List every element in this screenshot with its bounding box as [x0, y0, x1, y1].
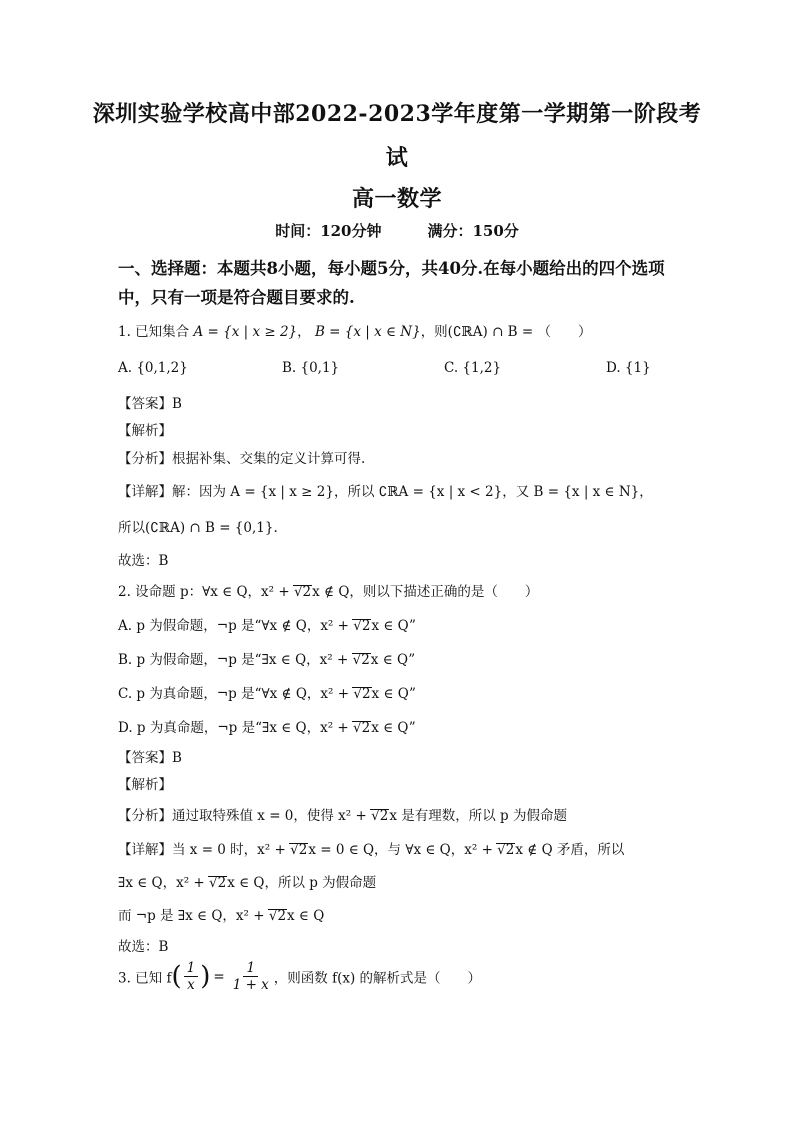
q2-option-c [118, 682, 416, 702]
q2-option-d-sqrt: √2 [353, 720, 371, 736]
q2-detail3-sqrt: √2 [268, 908, 287, 924]
q2-option-a-prefix: A. p 为假命题，¬p 是“∀x ∉ Q，x² + [118, 618, 354, 634]
q2-fenxi-sqrt: √2 [371, 808, 389, 824]
q1-ask: ，则(∁ℝA) ∩ B = （ ） [420, 324, 592, 340]
q3-stem-suffix: ，则函数 f(x) 的解析式是（ ） [273, 970, 482, 987]
q3-equals: = [213, 968, 225, 985]
q2-detail1-mid: x = 0 ∈ Q，与 ∀x ∈ Q，x² + [308, 842, 498, 858]
q2-detail2-suffix: x ∈ Q，所以 p 为假命题 [227, 875, 377, 891]
q2-stem-sqrt-arg: 2 [302, 584, 312, 600]
q2-answer: 【答案】B [118, 750, 182, 766]
q2-option-d-sqrt-arg: 2 [361, 720, 371, 736]
q2-option-b [118, 648, 415, 668]
q3-frac-right [230, 960, 272, 993]
q2-option-c-sqrt-arg: 2 [361, 686, 371, 702]
q2-detail-line3 [118, 904, 324, 924]
q2-fenxi-suffix: x 是有理数，所以 p 为假命题 [389, 808, 567, 824]
q2-fenxi [118, 804, 567, 824]
section-heading-line2: 中，只有一项是符合题目要求的. [118, 288, 355, 307]
q2-option-d [118, 716, 416, 736]
q2-detail1-sqrt-a-arg: 2 [298, 842, 308, 858]
q2-stem [118, 580, 538, 600]
q2-detail-line1 [118, 838, 624, 858]
q2-option-a-sqrt-arg: 2 [361, 618, 371, 634]
q2-stem-suffix: x ∉ Q，则以下描述正确的是（ ） [312, 584, 539, 600]
q3-stem-prefix: 3. 已知 f [118, 970, 172, 987]
exam-score: 满分：150分 [427, 222, 519, 240]
q2-option-b-sqrt: √2 [352, 652, 370, 668]
q1-option-a: A. {0,1,2} [118, 360, 188, 376]
q1-set-b: B = {x | x ∈ N} [314, 324, 421, 340]
q1-analysis-label: 【解析】 [118, 423, 172, 439]
q3-right-paren: ) [200, 961, 211, 992]
q2-detail2-prefix: ∃x ∈ Q，x² + [118, 875, 209, 891]
q3-stem [118, 960, 481, 993]
q2-option-c-suffix: x ∈ Q” [371, 686, 416, 702]
q2-detail3-sqrt-arg: 2 [277, 908, 287, 924]
q2-analysis-label: 【解析】 [118, 777, 172, 793]
q2-option-a-sqrt: √2 [353, 618, 371, 634]
q1-set-a: A = {x | x ≥ 2} [193, 324, 298, 340]
exam-subtitle: 高一数学 [351, 186, 442, 212]
q2-detail1-sqrt-a: √2 [290, 842, 308, 858]
q2-option-c-sqrt: √2 [353, 686, 371, 702]
q2-detail-line2 [118, 871, 376, 891]
q2-detail2-sqrt-arg: 2 [217, 875, 227, 891]
q2-fenxi-prefix: 【分析】通过取特殊值 x = 0，使得 x² + [118, 808, 372, 824]
exam-title-line1: 深圳实验学校高中部2022-2023学年度第一学期第一阶段考 [92, 101, 702, 127]
q2-option-b-prefix: B. p 为假命题，¬p 是“∃x ∈ Q，x² + [118, 652, 353, 668]
q2-detail3-prefix: 而 ¬p 是 ∃x ∈ Q，x² + [118, 908, 269, 924]
q1-stem: 1. 已知集合 A = {x | x ≥ 2}， B = {x | x ∈ N}，则(∁ℝA) ∩ B = （ ） [118, 324, 592, 340]
q2-option-b-sqrt-arg: 2 [361, 652, 370, 668]
q2-detail3-suffix: x ∈ Q [287, 908, 325, 924]
q1-answer: 【答案】B [118, 396, 182, 412]
q1-stem-prefix: 1. 已知集合 [118, 324, 190, 340]
q2-fenxi-sqrt-arg: 2 [379, 808, 389, 824]
q2-option-a-suffix: x ∈ Q” [371, 618, 416, 634]
q1-option-c: C. {1,2} [444, 360, 502, 376]
q3-frac-right-den: 1 + x [232, 977, 269, 994]
exam-time: 时间：120分钟 [275, 222, 382, 240]
q1-option-d: D. {1} [606, 360, 651, 376]
q1-detail-line2: 所以(∁ℝA) ∩ B = {0,1}. [118, 520, 278, 536]
q2-detail2-sqrt: √2 [209, 875, 227, 891]
q2-option-d-prefix: D. p 为真命题，¬p 是“∃x ∈ Q，x² + [118, 720, 354, 736]
q2-option-b-suffix: x ∈ Q” [370, 652, 416, 668]
exam-title-line2: 试 [385, 145, 409, 171]
q2-detail1-sqrt-b-arg: 2 [505, 842, 515, 858]
q3-frac-left-den: x [187, 977, 195, 994]
q3-frac-right-num: 1 [243, 960, 258, 977]
q1-option-b: B. {0,1} [282, 360, 340, 376]
section-heading-line1: 一、选择题：本题共8小题，每小题5分，共40分.在每小题给出的四个选项 [118, 259, 665, 278]
q3-left-paren: ( [171, 961, 182, 992]
q2-detail1-prefix: 【详解】当 x = 0 时，x² + [118, 842, 291, 858]
q2-stem-prefix: 2. 设命题 p：∀x ∈ Q，x² + [118, 584, 294, 600]
q3-frac-left [184, 960, 199, 993]
q2-stem-sqrt: √2 [293, 584, 312, 600]
q2-option-c-prefix: C. p 为真命题，¬p 是“∀x ∉ Q，x² + [118, 686, 354, 702]
exam-meta [0, 220, 794, 241]
q2-detail1-sqrt-b: √2 [497, 842, 515, 858]
q2-detail1-suffix: x ∉ Q 矛盾，所以 [515, 842, 625, 858]
q1-detail-line1: 【详解】解：因为 A = {x | x ≥ 2}，所以 ∁ℝA = {x | x < 2}，又 B = {x | x ∈ N}， [118, 484, 653, 500]
q2-conclusion: 故选：B [118, 939, 169, 955]
q1-fenxi: 【分析】根据补集、交集的定义计算可得. [118, 451, 366, 467]
q1-conclusion: 故选：B [118, 553, 169, 569]
q2-option-d-suffix: x ∈ Q” [371, 720, 416, 736]
q2-option-a [118, 614, 416, 634]
q3-frac-left-num: 1 [184, 960, 199, 977]
